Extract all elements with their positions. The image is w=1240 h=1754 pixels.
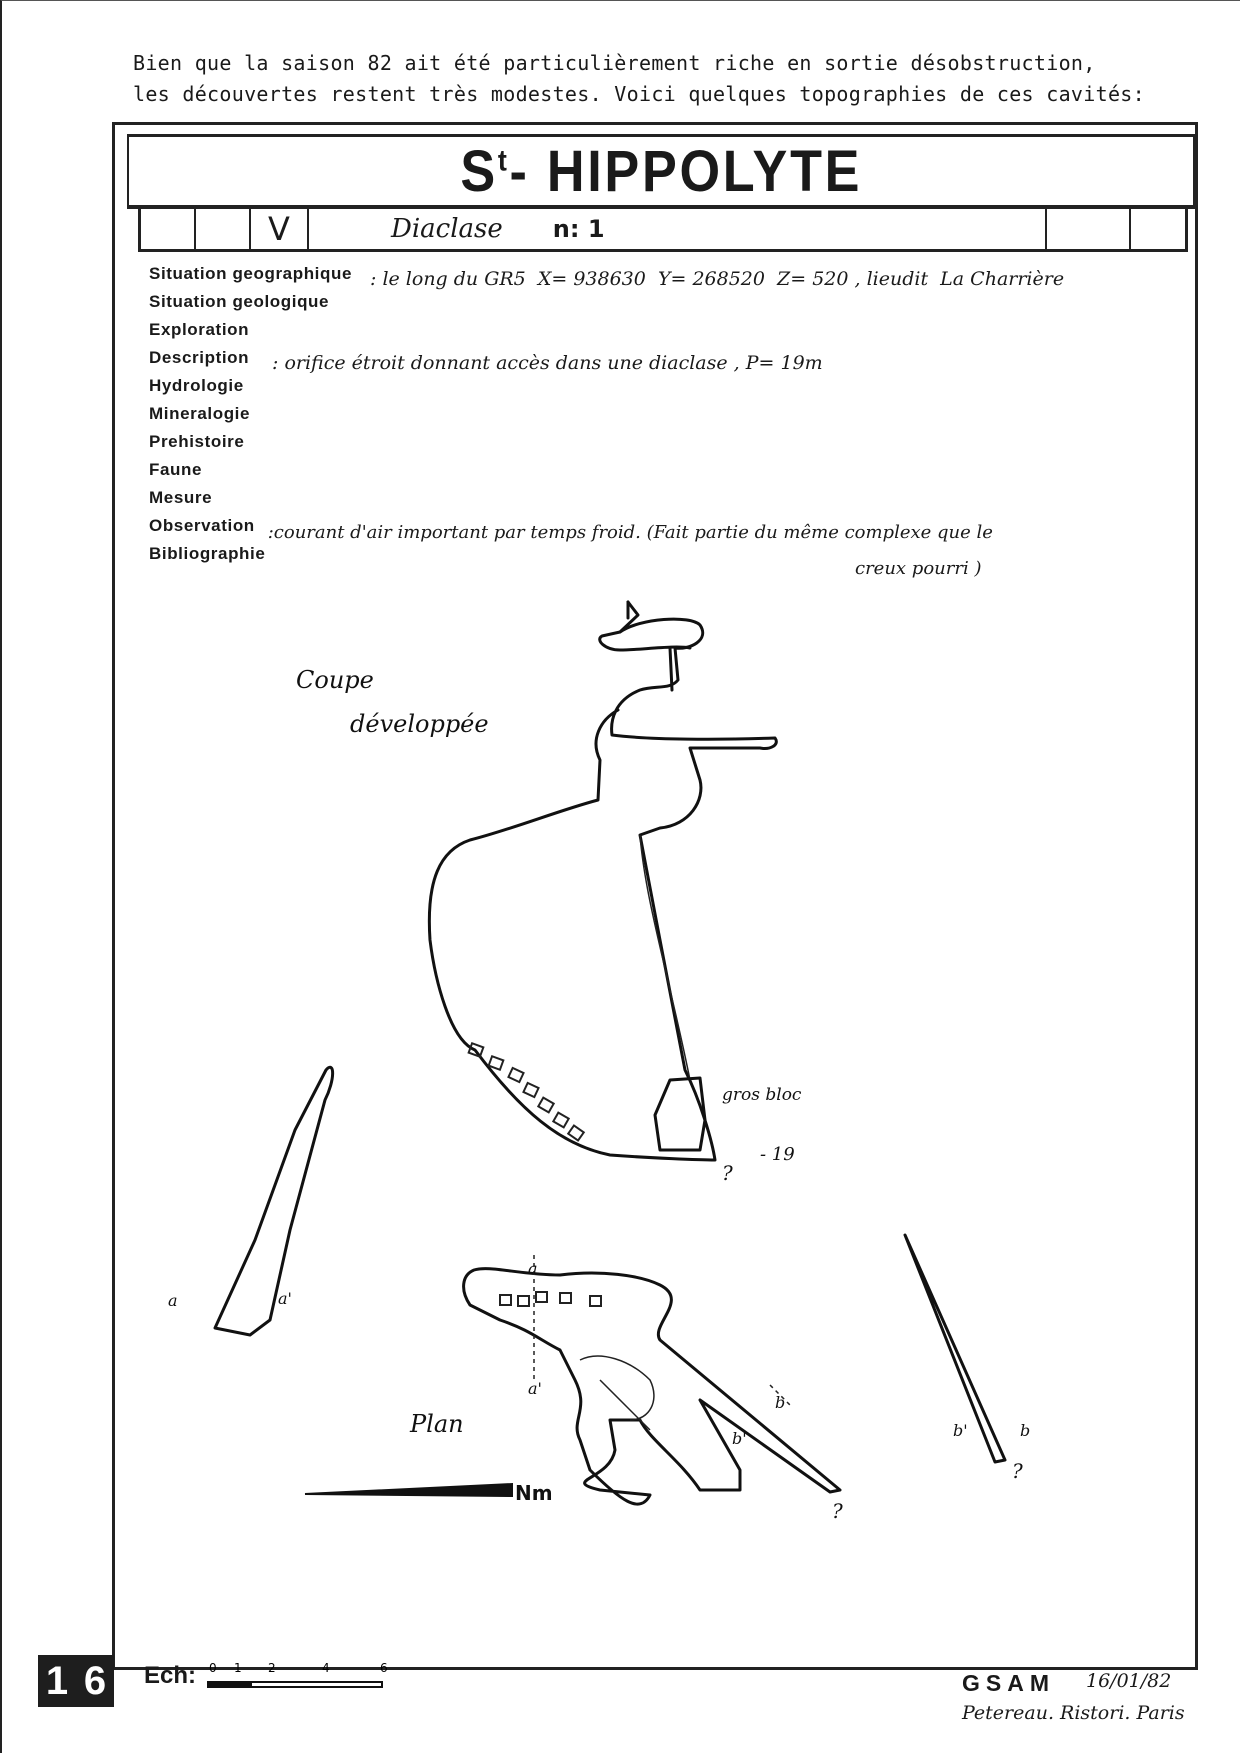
field-label-situation-geol: Situation geologique xyxy=(149,292,330,311)
survey-authors: Petereau. Ristori. Paris xyxy=(962,1702,1185,1724)
field-label-situation-geo: Situation geographique xyxy=(149,264,353,283)
section-outline xyxy=(429,602,776,1160)
intro-line-2: les découvertes restent très modestes. Voici quelques topographies de ces cavités: xyxy=(133,82,1145,106)
field-value-observation-cont: creux pourri ) xyxy=(855,558,982,579)
plan-label: Plan xyxy=(410,1410,464,1438)
header-cell-mark: V xyxy=(251,209,309,249)
field-label-description: Description xyxy=(149,348,250,367)
scale-tick-2: 2 xyxy=(268,1661,276,1675)
field-value-observation: :courant d'air important par temps froid. (Fait partie du même complexe que le xyxy=(262,522,993,543)
scale-tick-6: 6 xyxy=(380,1661,388,1675)
field-value-situation-geo: : le long du GR5 X= 938630 Y= 268520 Z= 520 , lieudit La Charrière xyxy=(370,268,1065,290)
plan-question: ? xyxy=(832,1499,843,1523)
scale-bar xyxy=(208,1661,388,1687)
big-block xyxy=(655,1078,705,1150)
floor-blocks xyxy=(469,1043,584,1140)
section-label-coupe: Coupe xyxy=(296,666,374,694)
cavity-number: n: 1 xyxy=(552,215,605,243)
field-label-prehistoire: Prehistoire xyxy=(149,432,245,451)
field-label-faune: Faune xyxy=(149,460,203,479)
field-label-bibliographie: Bibliographie xyxy=(149,544,266,563)
label-a-left: a xyxy=(168,1291,178,1310)
field-label-mesure: Mesure xyxy=(149,488,213,507)
section-label-developpee: développée xyxy=(350,710,489,738)
field-label-hydrologie: Hydrologie xyxy=(149,376,244,395)
label-a-prime-left: a' xyxy=(278,1289,292,1308)
page-number-digit-2: 6 xyxy=(83,1658,107,1703)
label-b-right: b xyxy=(1020,1421,1031,1440)
scale-tick-0: 0 xyxy=(209,1661,217,1675)
scale-label: Ech: xyxy=(144,1662,197,1689)
field-label-mineralogie: Mineralogie xyxy=(149,404,251,423)
intro-line-1: Bien que la saison 82 ait été particulièrement riche en sortie désobstruction, xyxy=(133,51,1096,75)
field-value-description: : orifice étroit donnant accès dans une diaclase , P= 19m xyxy=(272,352,823,374)
plan-label-a-prime: a' xyxy=(528,1379,542,1398)
page-number-digit-1: 1 xyxy=(45,1658,69,1703)
scale-tick-1: 1 xyxy=(234,1661,242,1675)
plan-outline xyxy=(464,1269,840,1505)
section-question: ? xyxy=(722,1161,733,1185)
survey-date: 16/01/82 xyxy=(1086,1670,1172,1692)
cave-title: $S^t-$ HIPPOLYTE xyxy=(460,138,862,204)
block-label: gros bloc xyxy=(722,1085,802,1105)
label-question-right: ? xyxy=(1012,1459,1023,1483)
depth-label: - 19 xyxy=(760,1144,795,1165)
field-label-exploration: Exploration xyxy=(149,320,250,339)
north-arrow xyxy=(305,1484,512,1496)
plan-label-b: b xyxy=(775,1393,786,1412)
cross-section-a xyxy=(215,1067,333,1335)
scale-tick-4: 4 xyxy=(322,1661,330,1675)
plan-label-a: a xyxy=(528,1259,538,1278)
north-label: Nm xyxy=(515,1481,553,1505)
field-label-observation: Observation xyxy=(149,516,255,535)
plan-blocks xyxy=(500,1292,601,1306)
label-b-prime-right: b' xyxy=(953,1421,968,1440)
plan-label-b-prime: b' xyxy=(732,1429,747,1448)
page-number xyxy=(38,1655,114,1707)
cavity-name: Diaclase xyxy=(391,214,503,244)
club-name: GSAM xyxy=(962,1670,1055,1696)
